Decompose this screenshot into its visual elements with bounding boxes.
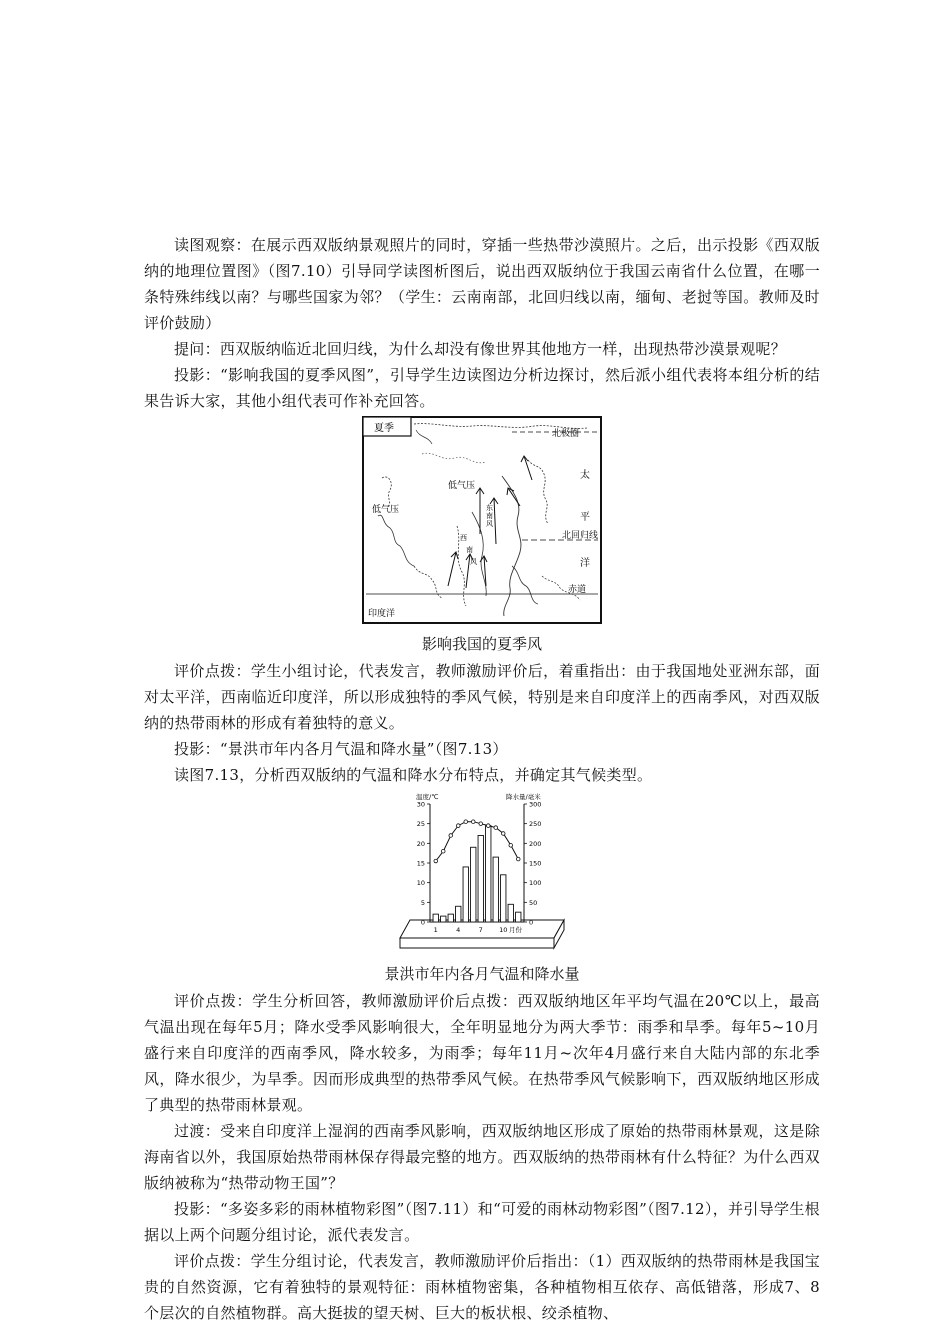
temperature-point: [479, 822, 483, 826]
temperature-point: [471, 820, 475, 824]
sw-monsoon-label-1: 西: [460, 534, 467, 542]
x-tick-label: 7: [478, 926, 483, 934]
precipitation-bar: [478, 835, 483, 922]
precipitation-bar: [471, 847, 476, 922]
temperature-point: [449, 834, 453, 838]
se-monsoon-label-2: 南: [486, 512, 493, 520]
paragraph-question: 提问：西双版纳临近北回归线，为什么却没有像世界其他地方一样，出现热带沙漠景观呢？: [174, 340, 787, 358]
right-tick-label: 300: [529, 800, 542, 809]
document-page: [144, 232, 820, 1326]
temperature-point: [456, 824, 460, 828]
temperature-point: [516, 857, 520, 861]
se-monsoon-label-1: 东: [486, 504, 493, 512]
precipitation-bar: [433, 914, 438, 922]
left-tick-label: 15: [416, 859, 425, 868]
summer-monsoon-map-figure: [144, 416, 820, 628]
temperature-line: [436, 822, 519, 861]
left-tick-label: 20: [416, 839, 425, 848]
temperature-point: [501, 832, 505, 836]
left-tick-label: 0: [420, 918, 425, 927]
right-tick-label: 200: [529, 839, 542, 848]
right-tick-label: 150: [529, 859, 542, 868]
precipitation-bar: [493, 857, 498, 922]
paragraph-transition: 过渡：受来自印度洋上湿润的西南季风影响，西双版纳地区形成了原始的热带雨林景观，这是除海南省以外，我国原始热带雨林保存得最完整的地方。西双版纳的热带雨林有什么特征？为什么西双版纳被称为“热带动物王国”？: [144, 1122, 820, 1192]
se-monsoon-label-3: 风: [486, 520, 493, 528]
map-caption: 影响我国的夏季风: [421, 635, 542, 653]
right-tick-label: 50: [529, 898, 538, 907]
x-axis-title: 月份: [509, 926, 522, 934]
temperature-point: [434, 859, 438, 863]
right-tick-label: 100: [529, 879, 542, 888]
precipitation-bar: [456, 906, 461, 922]
chart-base-front: [400, 938, 554, 948]
x-tick-label: 1: [433, 926, 438, 934]
indian-ocean-label: 印度洋: [368, 609, 396, 619]
climate-chart: [392, 790, 572, 954]
right-tick-label: 250: [529, 820, 542, 829]
paragraph-reading-observation: 读图观察：在展示西双版纳景观照片的同时，穿插一些热带沙漠照片。之后，出示投影《西双版纳的地理位置图》（图7.10）引导同学读图析图后，说出西双版纳位于我国云南省什么位置，在哪一条特殊纬线以南？与哪些国家为邻？（学生：云南南部，北回归线以南，缅甸、老挝等国。教师及时评价鼓励）: [144, 236, 820, 332]
precipitation-bar: [441, 916, 446, 922]
paragraph-projection-map: 投影：“影响我国的夏季风图”，引导学生边读图边分析边探讨，然后派小组代表将本组分析的结果告诉大家，其他小组代表可作补充回答。: [144, 366, 820, 410]
temperature-point: [486, 824, 490, 828]
right-axis-title: 降水量/毫米: [506, 793, 541, 801]
left-tick-label: 30: [416, 800, 425, 809]
chart-caption: 景洪市年内各月气温和降水量: [384, 965, 580, 983]
climate-chart-figure: [144, 790, 820, 958]
right-tick-label: 0: [529, 918, 534, 927]
precipitation-bar: [508, 904, 513, 922]
paragraph-evaluation-2: 评价点拨：学生分析回答，教师激励评价后点拨：西双版纳地区年平均气温在20℃以上，最高气温出现在每年5月；降水受季风影响很大，全年明显地分为两大季节：雨季和旱季。每年5~10月盛行来自印度洋的西南季风，降水较多，为雨季；每年11月~次年4月盛行来自大陆内部的东北季风，降水很少，为旱季。因而形成典型的热带季风气候。在热带季风气候影响下，西双版纳地区形成了典型的热带雨林景观。: [144, 992, 820, 1114]
paragraph-projection-rainforest: 投影：“多姿多彩的雨林植物彩图”（图7.11）和“可爱的雨林动物彩图”（图7.12），并引导学生根据以上两个问题分组讨论，派代表发言。: [144, 1200, 820, 1244]
paragraph-read-chart: 读图7.13，分析西双版纳的气温和降水分布特点，并确定其气候类型。: [174, 766, 653, 784]
pacific-label-3: 洋: [580, 558, 590, 569]
arctic-circle-label: 北极圈: [552, 429, 580, 439]
temperature-point: [509, 844, 513, 848]
map-frame: [363, 417, 601, 623]
low-pressure-label-2: 低气压: [372, 505, 400, 515]
paragraph-evaluation-1: 评价点拨：学生小组讨论，代表发言，教师激励评价后，着重指出：由于我国地处亚洲东部，面对太平洋，西南临近印度洋，所以形成独特的季风气候，特别是来自印度洋上的西南季风，对西双版纳的热带雨林的形成有着独特的意义。: [144, 662, 820, 732]
precipitation-bar: [486, 826, 491, 922]
season-label: 夏季: [374, 423, 394, 434]
tropic-label: 北回归线: [562, 531, 599, 541]
summer-monsoon-map: [362, 416, 602, 624]
equator-label: 赤道: [568, 585, 587, 595]
pacific-label-2: 平: [580, 512, 590, 523]
precipitation-bar: [463, 867, 468, 922]
temperature-point: [464, 820, 468, 824]
temperature-point: [441, 849, 445, 853]
paragraph-projection-chart: 投影：“景洪市年内各月气温和降水量”（图7.13）: [174, 740, 508, 758]
precipitation-bar: [501, 875, 506, 922]
precipitation-bar: [516, 912, 521, 922]
left-axis-title: 温度/℃: [416, 793, 439, 801]
paragraph-evaluation-3: 评价点拨：学生分组讨论，代表发言，教师激励评价后指出：（1）西双版纳的热带雨林是我国宝贵的自然资源，它有着独特的景观特征：雨林植物密集，各种植物相互依存、高低错落，形成7、8个层次的自然植物群。高大挺拔的望天树、巨大的板状根、绞杀植物、: [144, 1252, 820, 1322]
left-tick-label: 10: [416, 879, 425, 888]
left-tick-label: 5: [420, 898, 425, 907]
temperature-point: [494, 826, 498, 830]
x-tick-label: 10: [499, 926, 508, 934]
pacific-label-1: 太: [580, 470, 590, 481]
sw-monsoon-label-3: 风: [470, 558, 477, 566]
x-tick-label: 4: [456, 926, 461, 934]
precipitation-bar: [448, 914, 453, 922]
sw-monsoon-label-2: 南: [466, 546, 473, 554]
left-tick-label: 25: [416, 820, 425, 829]
low-pressure-label-1: 低气压: [448, 481, 476, 491]
